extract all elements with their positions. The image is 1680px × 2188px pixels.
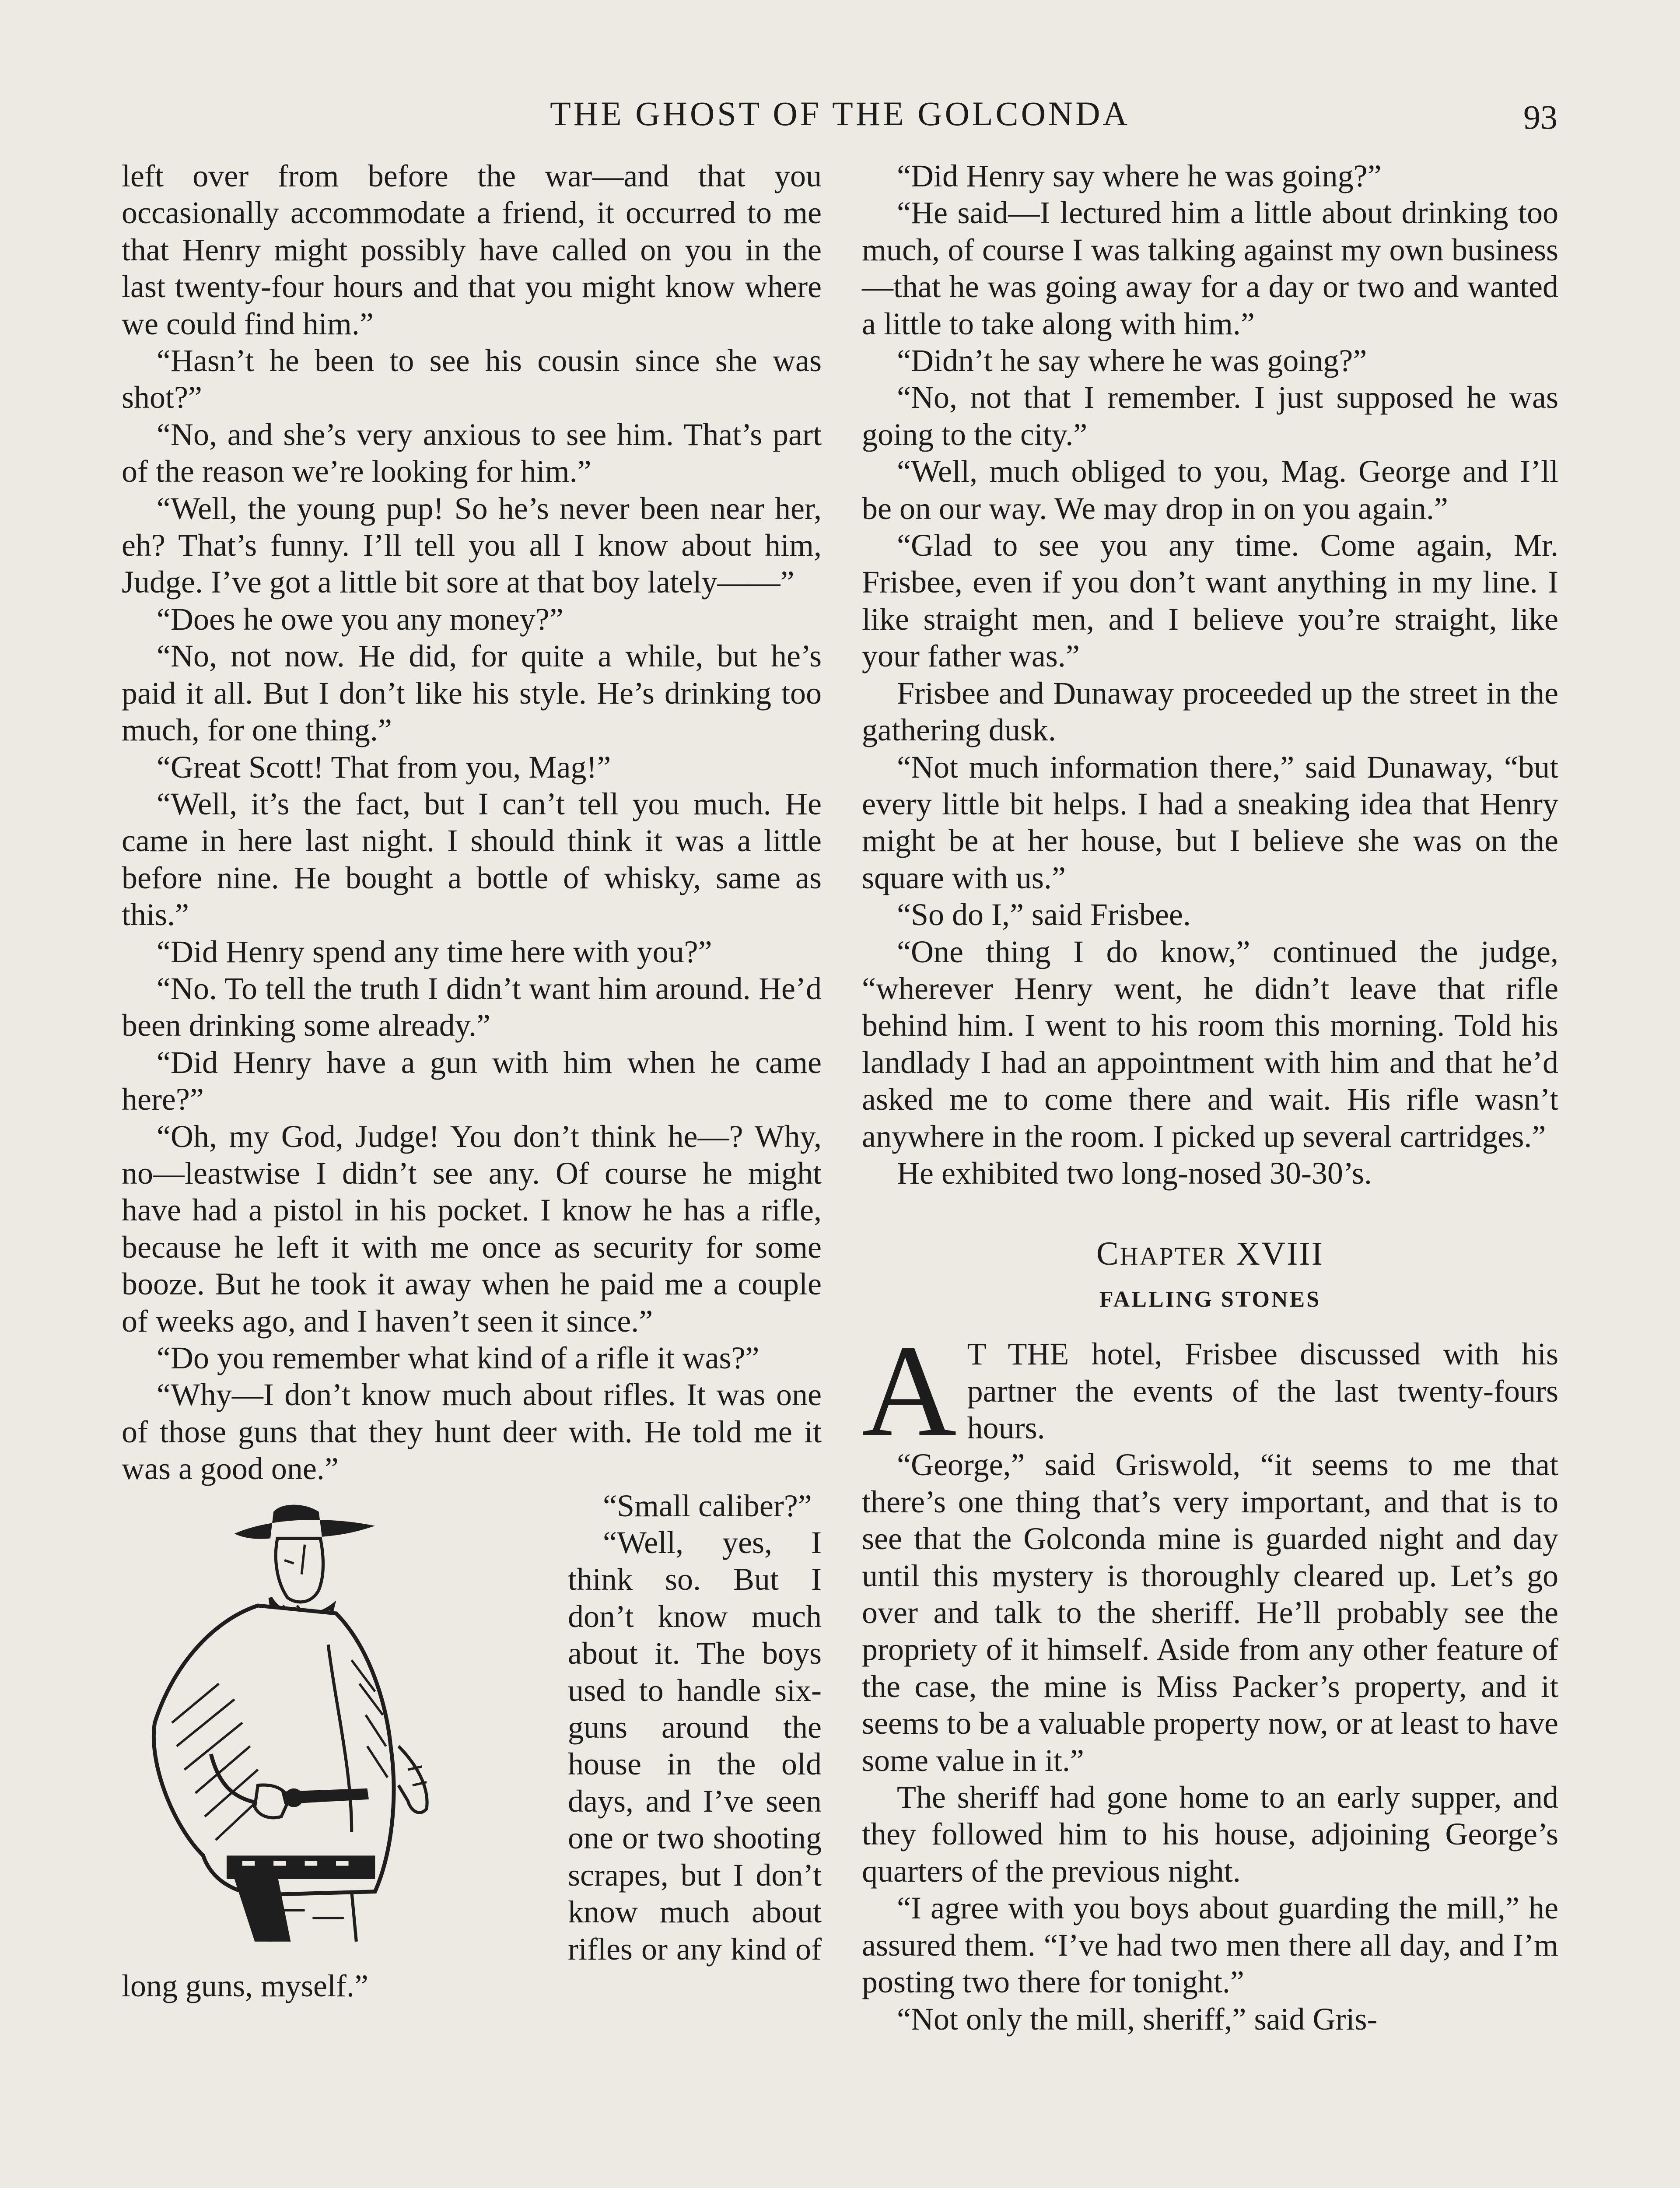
paragraph: “He said—I lectured him a little about drinking too much, of course I was talking against my own business—that he was going away for a day or two and wanted a little to take along with him.” xyxy=(862,195,1558,341)
paragraph: “No, not now. He did, for quite a while, but he’s paid it all. But I don’t like his style. He’s drinking too much, for one thing.” xyxy=(122,638,822,748)
paragraph: “Oh, my God, Judge! You don’t think he—? Why, no—leastwise I didn’t see any. Of course he might have had a pistol in his pocket. I know he has a rifle, because he left it with me once as security for some booze. But he took it away when he paid me a couple of weeks ago, and I haven’t seen it since.” xyxy=(122,1119,822,1339)
right-column xyxy=(862,158,1558,2037)
paragraph: “George,” said Griswold, “it seems to me that there’s one thing that’s very important, and that is to see that the Golconda mine is guarded night and day until this mystery is thoroughly cleared up. Let’s go over and talk to the sheriff. He’ll probably see the propriety of it himself. Aside from any other feature of the case, the mine is Miss Packer’s property, and it seems to be a valuable property now, or at least to have some value in it.” xyxy=(862,1447,1558,1778)
paragraph: “Does he owe you any money?” xyxy=(157,601,564,637)
paragraph: left over from before the war—and that you occasionally accommodate a friend, it occurred to me that Henry might possibly have called on you in the last twenty-four hours and that you might know where we could find him.” xyxy=(122,158,822,341)
left-column xyxy=(122,158,822,2004)
paragraph: “Well, much obliged to you, Mag. George and I’ll be on our way. We may drop in on you again.” xyxy=(862,454,1558,526)
paragraph: “Why—I don’t know much about rifles. It was one of those guns that they hunt deer with. He told me it was a good one.” xyxy=(122,1377,822,1487)
paragraph: “I agree with you boys about guarding the mill,” he assured them. “I’ve had two men there all day, and I’m posting two there for tonight.” xyxy=(862,1890,1558,2000)
paragraph: He exhibited two long-nosed 30-30’s. xyxy=(897,1155,1372,1191)
chapter-numeral: XVIII xyxy=(1236,1235,1324,1273)
paragraph: “Small caliber?” xyxy=(603,1488,812,1523)
paragraph: “Did Henry spend any time here with you?” xyxy=(157,934,712,969)
cowboy-illustration xyxy=(117,1487,555,1943)
paragraph: “So do I,” said Frisbee. xyxy=(897,897,1191,933)
chapter-opening-paragraph xyxy=(862,1318,1558,1464)
paragraph: Frisbee and Dunaway proceeded up the street in the gathering dusk. xyxy=(862,675,1558,748)
paragraph: “Did Henry say where he was going?” xyxy=(897,158,1382,193)
running-title: THE GHOST OF THE GOLCONDA xyxy=(550,95,1130,133)
paragraph: “Well, yes, I think so. But I don’t know much about it. The boys used to handle six-guns around the house in the old days, and I’ve seen one or two shooting scrapes, but I don’t know much about rifles or any kind of long guns, myself.” xyxy=(122,1525,822,2003)
paragraph: “Do you remember what kind of a rifle it was?” xyxy=(157,1340,760,1375)
paragraph: “No, and she’s very anxious to see him. That’s part of the reason we’re looking for him.” xyxy=(122,417,822,489)
chapter-label-initial: C xyxy=(1096,1235,1120,1273)
paragraph: “Great Scott! That from you, Mag!” xyxy=(157,749,611,785)
paragraph: The sheriff had gone home to an early supper, and they followed him to his house, adjoining George’s quarters of the previous night. xyxy=(862,1780,1558,1889)
running-head xyxy=(0,94,1680,142)
paragraph: “Not much information there,” said Dunaway, “but every little bit helps. I had a sneaking idea that Henry might be at her house, but I believe she was on the square with us.” xyxy=(862,749,1558,895)
paragraph: “No. To tell the truth I didn’t want him around. He’d been drinking some already.” xyxy=(122,971,822,1043)
drop-cap: A xyxy=(862,1318,957,1464)
chapter-label-smallcaps: HAPTER xyxy=(1120,1242,1227,1271)
chapter-heading xyxy=(862,1235,1558,1275)
chapter-subtitle: FALLING STONES xyxy=(1099,1287,1321,1312)
paragraph: “One thing I do know,” continued the judge, “wherever Henry went, he didn’t leave that rifle behind him. I went to his room this morning. Told his landlady I had an appointment with him and that he’d asked me to come there and wait. His rifle wasn’t anywhere in the room. I picked up several cartridges.” xyxy=(862,934,1558,1154)
paragraph: “Didn’t he say where he was going?” xyxy=(897,343,1367,379)
opening-text: T THE hotel, Frisbee discussed with his partner the events of the last twenty-fours hours. xyxy=(967,1336,1558,1445)
paragraph: “Well, it’s the fact, but I can’t tell you much. He came in here last night. I should think it was a little before nine. He bought a bottle of whisky, same as this.” xyxy=(122,786,822,933)
paragraph: “Not only the mill, sheriff,” said Gris- xyxy=(897,2001,1378,2037)
paragraph: “Hasn’t he been to see his cousin since she was shot?” xyxy=(122,343,822,415)
paragraph: “Glad to see you any time. Come again, Mr. Frisbee, even if you don’t want anything in my line. I like straight men, and I believe you’re straight, like your father was.” xyxy=(862,528,1558,674)
page-number: 93 xyxy=(1523,98,1558,136)
paragraph: “Well, the young pup! So he’s never been near her, eh? That’s funny. I’ll tell you all I know about him, Judge. I’ve got a little bit sore at that boy lately——” xyxy=(122,491,822,600)
paragraph: “No, not that I remember. I just supposed he was going to the city.” xyxy=(862,380,1558,452)
paragraph: “Did Henry have a gun with him when he came here?” xyxy=(122,1045,822,1117)
